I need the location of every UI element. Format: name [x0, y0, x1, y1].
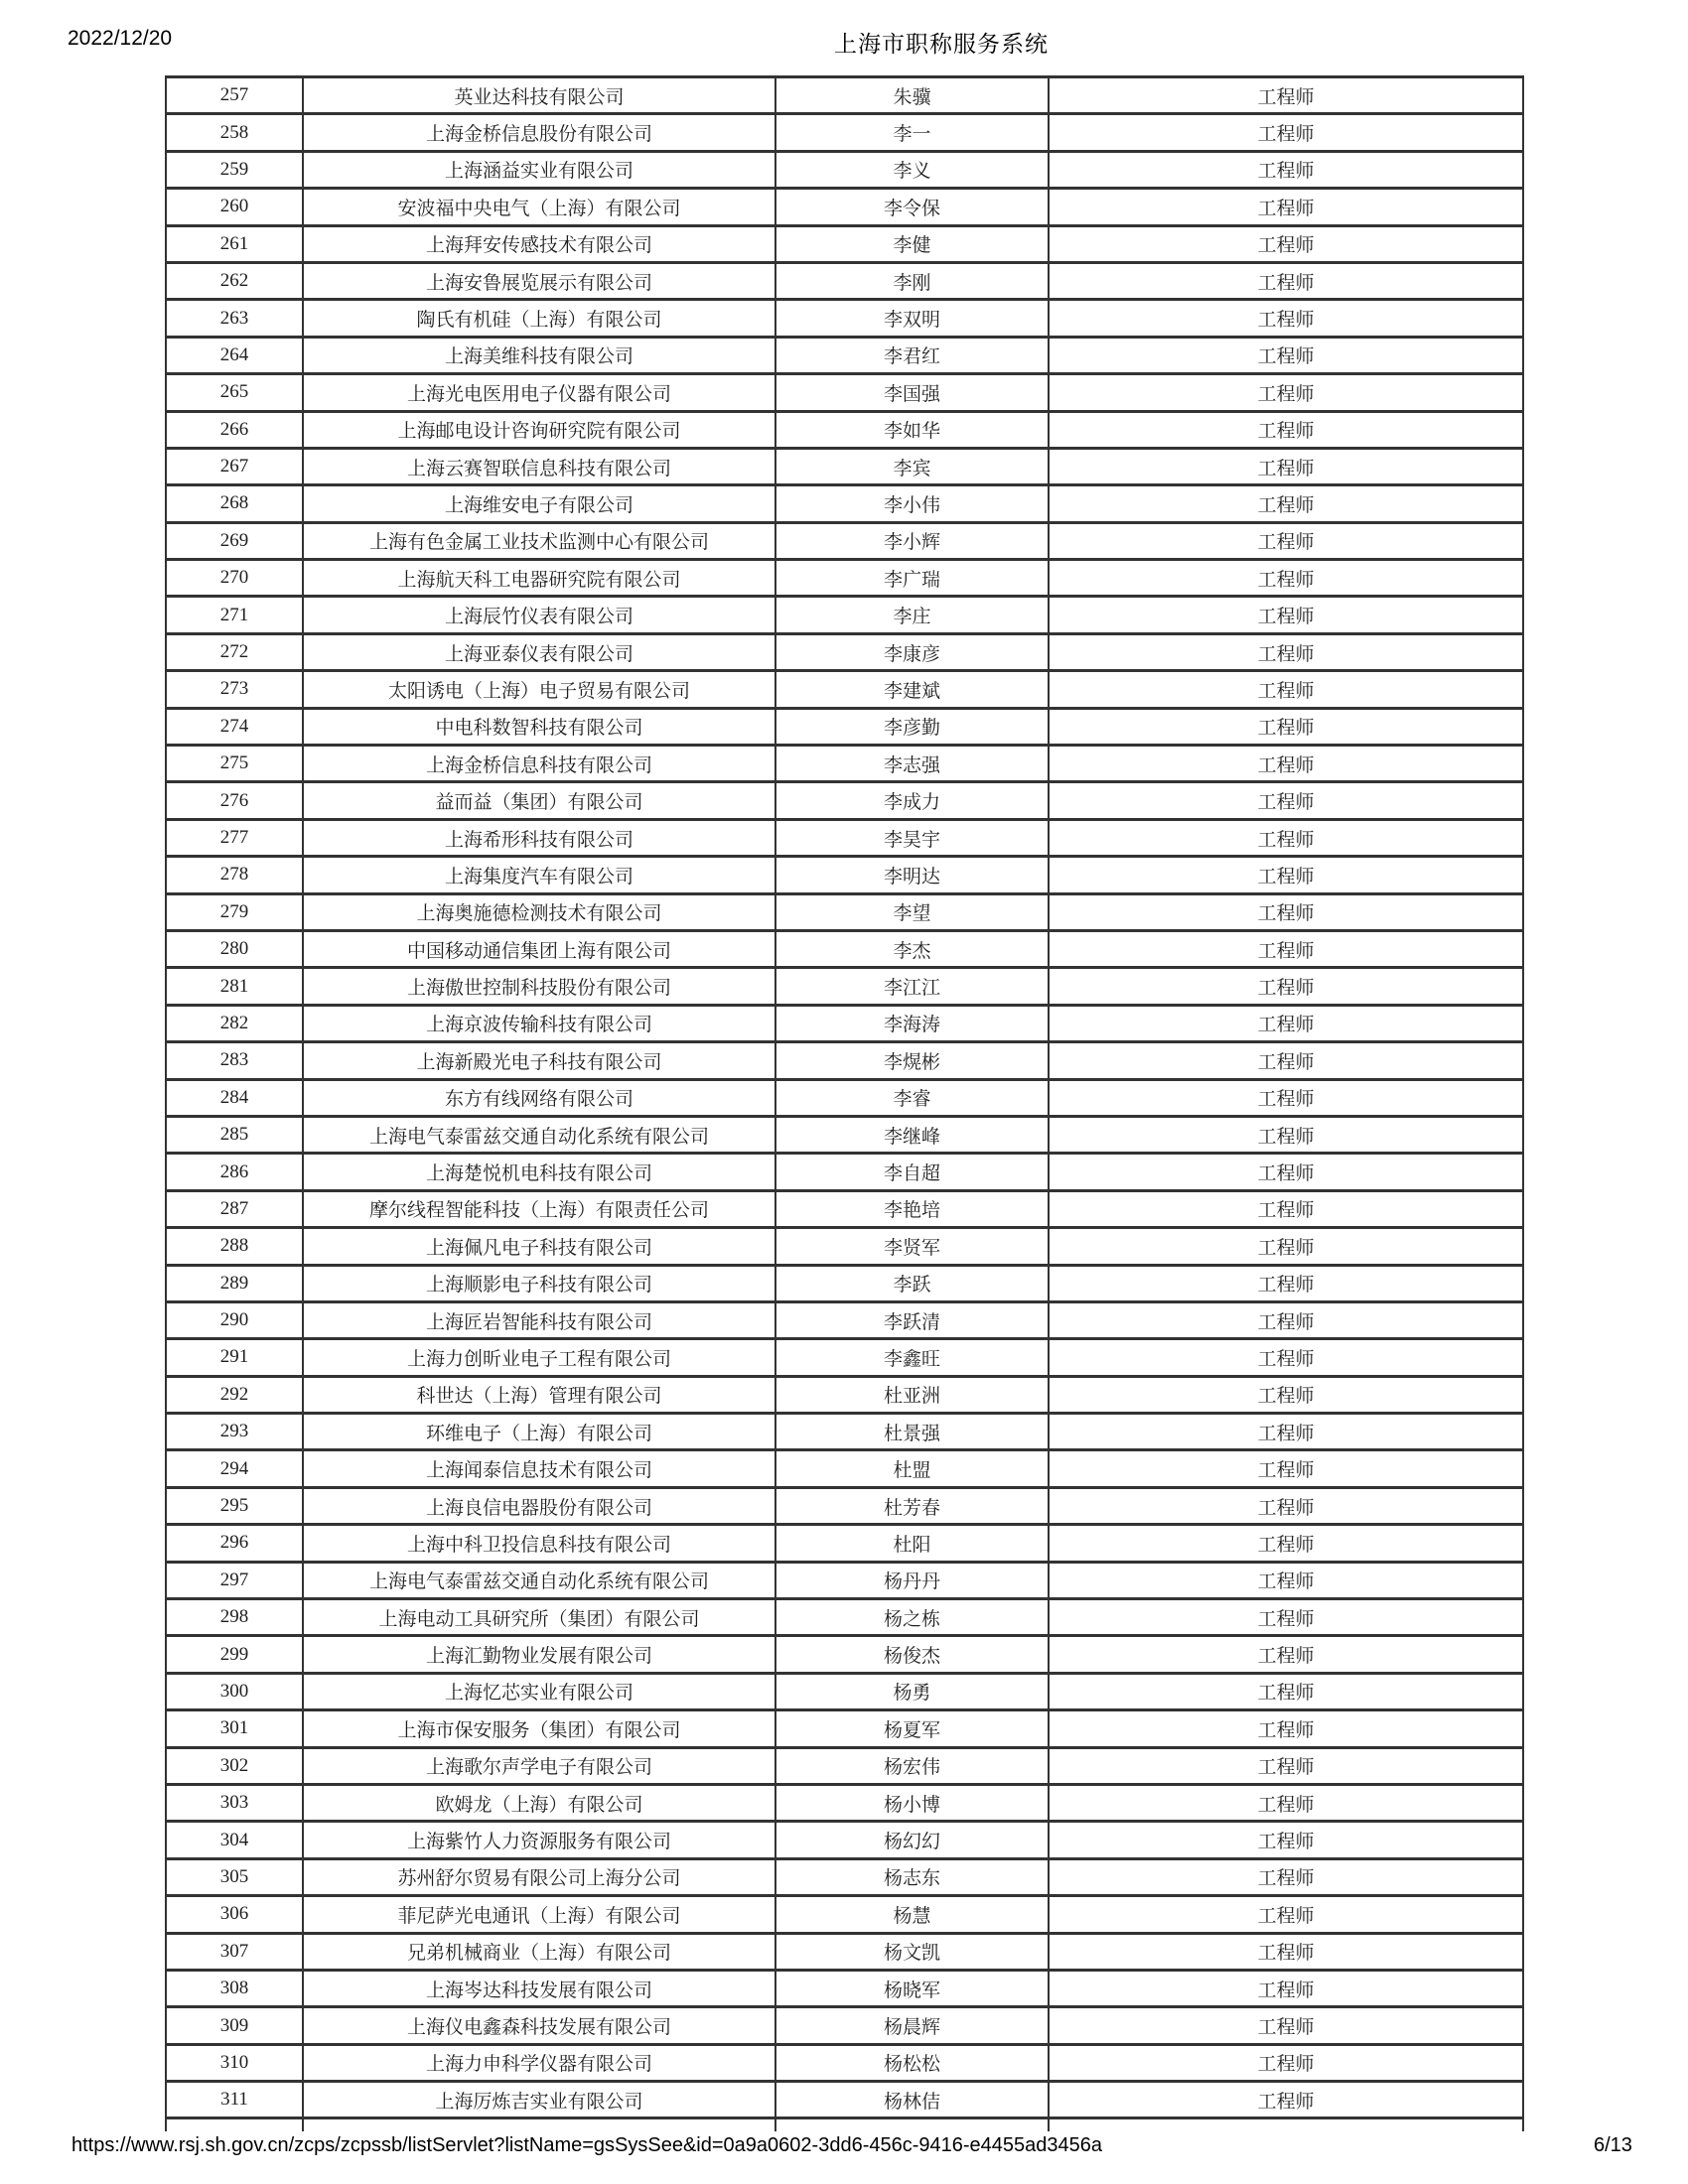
job-title: 工程师	[1257, 161, 1315, 183]
job-title: 工程师	[1257, 680, 1315, 702]
company-name: 上海京波传输科技有限公司	[304, 1007, 776, 1040]
row-number: 292	[167, 1378, 304, 1412]
person-name: 李自超	[776, 1155, 1050, 1188]
person-name: 杜亚洲	[776, 1378, 1050, 1412]
company-name: 上海闻泰信息技术有限公司	[304, 1451, 776, 1485]
row-number: 260	[167, 190, 304, 223]
company-name: 上海奥施德检测技术有限公司	[304, 895, 776, 929]
job-title: 工程师	[1257, 1683, 1315, 1705]
row-number: 266	[167, 413, 304, 447]
row-number: 261	[167, 227, 304, 261]
company-name: 上海中科卫投信息科技有限公司	[304, 1526, 776, 1560]
job-title: 工程师	[1257, 1868, 1315, 1890]
row-number: 295	[167, 1489, 304, 1523]
person-name: 杨晨辉	[776, 2008, 1050, 2042]
job-title: 工程师	[1257, 198, 1315, 219]
table-row	[167, 969, 1522, 1006]
person-name: 杨之栋	[776, 1600, 1050, 1634]
person-name: 杜盟	[776, 1451, 1050, 1485]
company-name: 上海亚泰仪表有限公司	[304, 635, 776, 669]
table-row	[167, 710, 1522, 747]
table-row	[167, 821, 1522, 858]
company-name: 安波福中央电气（上海）有限公司	[304, 190, 776, 223]
company-name: 上海忆芯实业有限公司	[304, 1675, 776, 1708]
company-name: 上海佩凡电子科技有限公司	[304, 1229, 776, 1263]
table-row	[167, 1749, 1522, 1786]
row-number: 310	[167, 2046, 304, 2080]
company-name: 上海顺影电子科技有限公司	[304, 1267, 776, 1300]
row-number: 285	[167, 1118, 304, 1152]
company-name: 上海新殿光电子科技有限公司	[304, 1043, 776, 1077]
table-row	[167, 375, 1522, 412]
job-title: 工程师	[1257, 346, 1315, 368]
table-row	[167, 1451, 1522, 1488]
table-row	[167, 1192, 1522, 1229]
row-number: 305	[167, 1860, 304, 1894]
job-title: 工程师	[1257, 754, 1315, 776]
company-name: 上海电气泰雷兹交通自动化系统有限公司	[304, 1118, 776, 1152]
person-name: 李君红	[776, 339, 1050, 372]
company-name: 上海维安电子有限公司	[304, 486, 776, 520]
person-name: 李江江	[776, 969, 1050, 1003]
job-title: 工程师	[1257, 643, 1315, 665]
job-title: 工程师	[1257, 1757, 1315, 1779]
row-number: 282	[167, 1007, 304, 1040]
job-title: 工程师	[1257, 310, 1315, 332]
job-title: 工程师	[1257, 1646, 1315, 1668]
table-row	[167, 301, 1522, 338]
job-title: 工程师	[1257, 124, 1315, 146]
job-title: 工程师	[1257, 1719, 1315, 1741]
row-number: 311	[167, 2083, 304, 2116]
job-title: 工程师	[1257, 1089, 1315, 1111]
company-name: 上海紫竹人力资源服务有限公司	[304, 1823, 776, 1856]
person-name: 李跃	[776, 1267, 1050, 1300]
table-row	[167, 858, 1522, 894]
table-row	[167, 78, 1522, 115]
person-name: 李国强	[776, 375, 1050, 409]
row-number: 284	[167, 1081, 304, 1115]
job-title: 工程师	[1257, 1608, 1315, 1630]
company-name: 兄弟机械商业（上海）有限公司	[304, 1935, 776, 1969]
company-name: 上海力创昕业电子工程有限公司	[304, 1340, 776, 1374]
person-name: 李杰	[776, 932, 1050, 966]
table-row	[167, 413, 1522, 450]
job-title: 工程师	[1257, 86, 1315, 108]
table-row	[167, 1526, 1522, 1563]
person-name: 杨小博	[776, 1786, 1050, 1820]
row-number: 296	[167, 1526, 304, 1560]
job-title: 工程师	[1257, 1348, 1315, 1370]
company-name: 上海有色金属工业技术监测中心有限公司	[304, 524, 776, 558]
job-title: 工程师	[1257, 1497, 1315, 1519]
table-row	[167, 1415, 1522, 1451]
company-name: 摩尔线程智能科技（上海）有限责任公司	[304, 1192, 776, 1226]
page-indicator: 6/13	[1594, 2134, 1632, 2156]
table-row	[167, 1043, 1522, 1080]
person-name: 杨晓军	[776, 1972, 1050, 2005]
company-name: 中电科数智科技有限公司	[304, 710, 776, 744]
row-number: 288	[167, 1229, 304, 1263]
job-title: 工程师	[1257, 1275, 1315, 1297]
person-name: 李小伟	[776, 486, 1050, 520]
company-name: 科世达（上海）管理有限公司	[304, 1378, 776, 1412]
job-title: 工程师	[1257, 569, 1315, 591]
table-row	[167, 672, 1522, 709]
table-row	[167, 747, 1522, 783]
company-name: 上海辰竹仪表有限公司	[304, 598, 776, 631]
company-name: 上海良信电器股份有限公司	[304, 1489, 776, 1523]
person-name: 李刚	[776, 264, 1050, 298]
person-name: 杨幻幻	[776, 1823, 1050, 1856]
table-row	[167, 2046, 1522, 2083]
job-title: 工程师	[1257, 1126, 1315, 1148]
row-number: 278	[167, 858, 304, 891]
job-title: 工程师	[1257, 1832, 1315, 1853]
job-title: 工程师	[1257, 792, 1315, 814]
job-title: 工程师	[1257, 1163, 1315, 1185]
row-number: 287	[167, 1192, 304, 1226]
table-row	[167, 1786, 1522, 1823]
table-row	[167, 783, 1522, 820]
table-row	[167, 190, 1522, 226]
job-title: 工程师	[1257, 1311, 1315, 1333]
person-name: 李广瑞	[776, 561, 1050, 595]
person-name: 李鑫旺	[776, 1340, 1050, 1374]
table-row	[167, 1972, 1522, 2008]
row-number	[167, 2117, 304, 2131]
company-name: 上海金桥信息股份有限公司	[304, 115, 776, 149]
table-row	[167, 1229, 1522, 1266]
person-name: 杜阳	[776, 1526, 1050, 1560]
company-name: 环维电子（上海）有限公司	[304, 1415, 776, 1448]
job-title: 工程师	[1257, 1979, 1315, 2001]
job-title: 工程师	[1257, 532, 1315, 554]
person-name: 李海涛	[776, 1007, 1050, 1040]
table-row	[167, 1637, 1522, 1674]
person-name: 李小辉	[776, 524, 1050, 558]
job-title: 工程师	[1257, 494, 1315, 516]
table-row	[167, 1007, 1522, 1043]
job-title: 工程师	[1257, 1237, 1315, 1259]
row-number: 267	[167, 450, 304, 483]
company-name: 上海厉炼吉实业有限公司	[304, 2083, 776, 2116]
table-row	[167, 153, 1522, 190]
person-name: 李继峰	[776, 1118, 1050, 1152]
company-name: 上海航天科工电器研究院有限公司	[304, 561, 776, 595]
job-title: 工程师	[1257, 1794, 1315, 1816]
company-name: 上海歌尔声学电子有限公司	[304, 1749, 776, 1783]
table-row	[167, 1155, 1522, 1191]
table-row	[167, 339, 1522, 375]
table-row	[167, 1675, 1522, 1711]
person-name: 朱骥	[776, 78, 1050, 112]
row-number: 299	[167, 1637, 304, 1671]
person-name: 李熀彬	[776, 1043, 1050, 1077]
company-name: 上海市保安服务（集团）有限公司	[304, 1711, 776, 1745]
row-number: 286	[167, 1155, 304, 1188]
company-name: 太阳诱电（上海）电子贸易有限公司	[304, 672, 776, 706]
person-name: 李昊宇	[776, 821, 1050, 855]
job-title: 工程师	[1257, 458, 1315, 479]
person-name: 李康彦	[776, 635, 1050, 669]
table-row	[167, 1489, 1522, 1526]
job-title	[1050, 2117, 1522, 2131]
company-name: 上海力申科学仪器有限公司	[304, 2046, 776, 2080]
company-name: 上海电气泰雷兹交通自动化系统有限公司	[304, 1564, 776, 1597]
table-row	[167, 1081, 1522, 1118]
job-title: 工程师	[1257, 1386, 1315, 1408]
company-name: 上海安鲁展览展示有限公司	[304, 264, 776, 298]
job-title: 工程师	[1257, 2091, 1315, 2113]
job-title: 工程师	[1257, 2054, 1315, 2076]
row-number: 298	[167, 1600, 304, 1634]
table-row	[167, 561, 1522, 598]
job-title: 工程师	[1257, 940, 1315, 962]
person-name: 杨夏军	[776, 1711, 1050, 1745]
job-title: 工程师	[1257, 607, 1315, 628]
person-name: 杨宏伟	[776, 1749, 1050, 1783]
table-row	[167, 486, 1522, 523]
partial-next-row	[165, 2117, 1524, 2131]
person-name: 杨林佶	[776, 2083, 1050, 2116]
row-number: 297	[167, 1564, 304, 1597]
company-name: 上海楚悦机电科技有限公司	[304, 1155, 776, 1188]
row-number: 293	[167, 1415, 304, 1448]
person-name: 杨松松	[776, 2046, 1050, 2080]
company-name: 苏州舒尔贸易有限公司上海分公司	[304, 1860, 776, 1894]
company-name: 上海光电医用电子仪器有限公司	[304, 375, 776, 409]
person-name: 杨丹丹	[776, 1564, 1050, 1597]
table-row	[167, 1711, 1522, 1748]
job-title: 工程师	[1257, 903, 1315, 925]
person-name: 李彦勤	[776, 710, 1050, 744]
row-number: 274	[167, 710, 304, 744]
company-name: 上海涵益实业有限公司	[304, 153, 776, 187]
person-name: 李宾	[776, 450, 1050, 483]
company-name: 上海希形科技有限公司	[304, 821, 776, 855]
row-number: 308	[167, 1972, 304, 2005]
table-row	[167, 635, 1522, 672]
row-number: 268	[167, 486, 304, 520]
company-name: 上海电动工具研究所（集团）有限公司	[304, 1600, 776, 1634]
row-number: 264	[167, 339, 304, 372]
table-row	[167, 2008, 1522, 2045]
job-title: 工程师	[1257, 866, 1315, 887]
table-row	[167, 1600, 1522, 1637]
company-name: 东方有线网络有限公司	[304, 1081, 776, 1115]
table-row	[167, 1860, 1522, 1897]
table-row	[167, 1267, 1522, 1303]
page-title: 上海市职称服务系统	[834, 32, 1049, 57]
row-number: 265	[167, 375, 304, 409]
person-name: 杨慧	[776, 1897, 1050, 1931]
person-name: 杨文凯	[776, 1935, 1050, 1969]
job-title: 工程师	[1257, 1571, 1315, 1593]
person-name: 李庄	[776, 598, 1050, 631]
job-title: 工程师	[1257, 1534, 1315, 1556]
row-number: 291	[167, 1340, 304, 1374]
person-name: 李成力	[776, 783, 1050, 817]
row-number: 306	[167, 1897, 304, 1931]
row-number: 307	[167, 1935, 304, 1969]
company-name	[304, 2117, 776, 2131]
person-name: 李健	[776, 227, 1050, 261]
title-list-table	[165, 75, 1524, 2119]
row-number: 302	[167, 1749, 304, 1783]
print-date: 2022/12/20	[68, 27, 173, 50]
person-name: 杜景强	[776, 1415, 1050, 1448]
company-name: 上海金桥信息科技有限公司	[304, 747, 776, 780]
person-name: 杨勇	[776, 1675, 1050, 1708]
person-name: 李志强	[776, 747, 1050, 780]
person-name: 杨志东	[776, 1860, 1050, 1894]
row-number: 262	[167, 264, 304, 298]
job-title: 工程师	[1257, 1200, 1315, 1222]
person-name: 李令保	[776, 190, 1050, 223]
table-row	[167, 115, 1522, 152]
person-name: 李望	[776, 895, 1050, 929]
job-title: 工程师	[1257, 1015, 1315, 1036]
company-name: 上海云赛智联信息科技有限公司	[304, 450, 776, 483]
person-name: 李贤军	[776, 1229, 1050, 1263]
table-row	[167, 1564, 1522, 1600]
row-number: 309	[167, 2008, 304, 2042]
row-number: 279	[167, 895, 304, 929]
job-title: 工程师	[1257, 718, 1315, 740]
row-number: 283	[167, 1043, 304, 1077]
table-row	[167, 1378, 1522, 1415]
person-name: 李双明	[776, 301, 1050, 335]
job-title: 工程师	[1257, 1943, 1315, 1965]
row-number: 304	[167, 1823, 304, 1856]
row-number: 281	[167, 969, 304, 1003]
row-number: 257	[167, 78, 304, 112]
company-name: 中国移动通信集团上海有限公司	[304, 932, 776, 966]
job-title: 工程师	[1257, 2017, 1315, 2038]
company-name: 菲尼萨光电通讯（上海）有限公司	[304, 1897, 776, 1931]
person-name: 李建斌	[776, 672, 1050, 706]
job-title: 工程师	[1257, 829, 1315, 851]
table-row	[167, 450, 1522, 486]
table-row	[167, 1340, 1522, 1377]
company-name: 上海傲世控制科技股份有限公司	[304, 969, 776, 1003]
company-name: 上海美维科技有限公司	[304, 339, 776, 372]
table-row	[167, 1823, 1522, 1859]
person-name: 李义	[776, 153, 1050, 187]
person-name: 杨俊杰	[776, 1637, 1050, 1671]
company-name: 陶氏有机硅（上海）有限公司	[304, 301, 776, 335]
row-number: 272	[167, 635, 304, 669]
row-number: 259	[167, 153, 304, 187]
person-name: 李明达	[776, 858, 1050, 891]
company-name: 上海集度汽车有限公司	[304, 858, 776, 891]
company-name: 上海匠岩智能科技有限公司	[304, 1303, 776, 1337]
table-row	[167, 227, 1522, 264]
row-number: 263	[167, 301, 304, 335]
row-number: 271	[167, 598, 304, 631]
table-row	[167, 598, 1522, 634]
row-number: 280	[167, 932, 304, 966]
table-row	[167, 1897, 1522, 1934]
row-number: 275	[167, 747, 304, 780]
person-name: 李跃清	[776, 1303, 1050, 1337]
job-title: 工程师	[1257, 1460, 1315, 1482]
company-name: 上海岑达科技发展有限公司	[304, 1972, 776, 2005]
person-name: 李一	[776, 115, 1050, 149]
job-title: 工程师	[1257, 978, 1315, 1000]
company-name: 益而益（集团）有限公司	[304, 783, 776, 817]
job-title: 工程师	[1257, 272, 1315, 294]
job-title: 工程师	[1257, 1423, 1315, 1444]
table-row	[167, 895, 1522, 932]
company-name: 上海仪电鑫森科技发展有限公司	[304, 2008, 776, 2042]
company-name: 上海汇勤物业发展有限公司	[304, 1637, 776, 1671]
person-name: 李如华	[776, 413, 1050, 447]
company-name: 上海邮电设计咨询研究院有限公司	[304, 413, 776, 447]
footer-url: https://www.rsj.sh.gov.cn/zcps/zcpssb/listServlet?listName=gsSysSee&id=0a9a0602-3dd6-456c-9416-e4455ad3456a	[71, 2134, 1103, 2156]
table-row	[167, 524, 1522, 561]
job-title: 工程师	[1257, 1905, 1315, 1927]
person-name: 杜芳春	[776, 1489, 1050, 1523]
person-name: 李艳培	[776, 1192, 1050, 1226]
row-number: 290	[167, 1303, 304, 1337]
row-number: 301	[167, 1711, 304, 1745]
row-number: 289	[167, 1267, 304, 1300]
table-row	[167, 932, 1522, 969]
row-number: 300	[167, 1675, 304, 1708]
job-title: 工程师	[1257, 235, 1315, 257]
row-number: 303	[167, 1786, 304, 1820]
row-number: 258	[167, 115, 304, 149]
row-number: 273	[167, 672, 304, 706]
table-row	[167, 1303, 1522, 1340]
table-row	[167, 1935, 1522, 1972]
person-name	[776, 2117, 1050, 2131]
person-name: 李睿	[776, 1081, 1050, 1115]
job-title: 工程师	[1257, 421, 1315, 443]
row-number: 269	[167, 524, 304, 558]
table-row	[167, 264, 1522, 301]
job-title: 工程师	[1257, 1051, 1315, 1073]
table-row	[167, 1118, 1522, 1155]
row-number: 294	[167, 1451, 304, 1485]
row-number: 277	[167, 821, 304, 855]
table-row	[167, 2083, 1522, 2119]
company-name: 上海拜安传感技术有限公司	[304, 227, 776, 261]
job-title: 工程师	[1257, 383, 1315, 405]
company-name: 英业达科技有限公司	[304, 78, 776, 112]
company-name: 欧姆龙（上海）有限公司	[304, 1786, 776, 1820]
row-number: 270	[167, 561, 304, 595]
row-number: 276	[167, 783, 304, 817]
